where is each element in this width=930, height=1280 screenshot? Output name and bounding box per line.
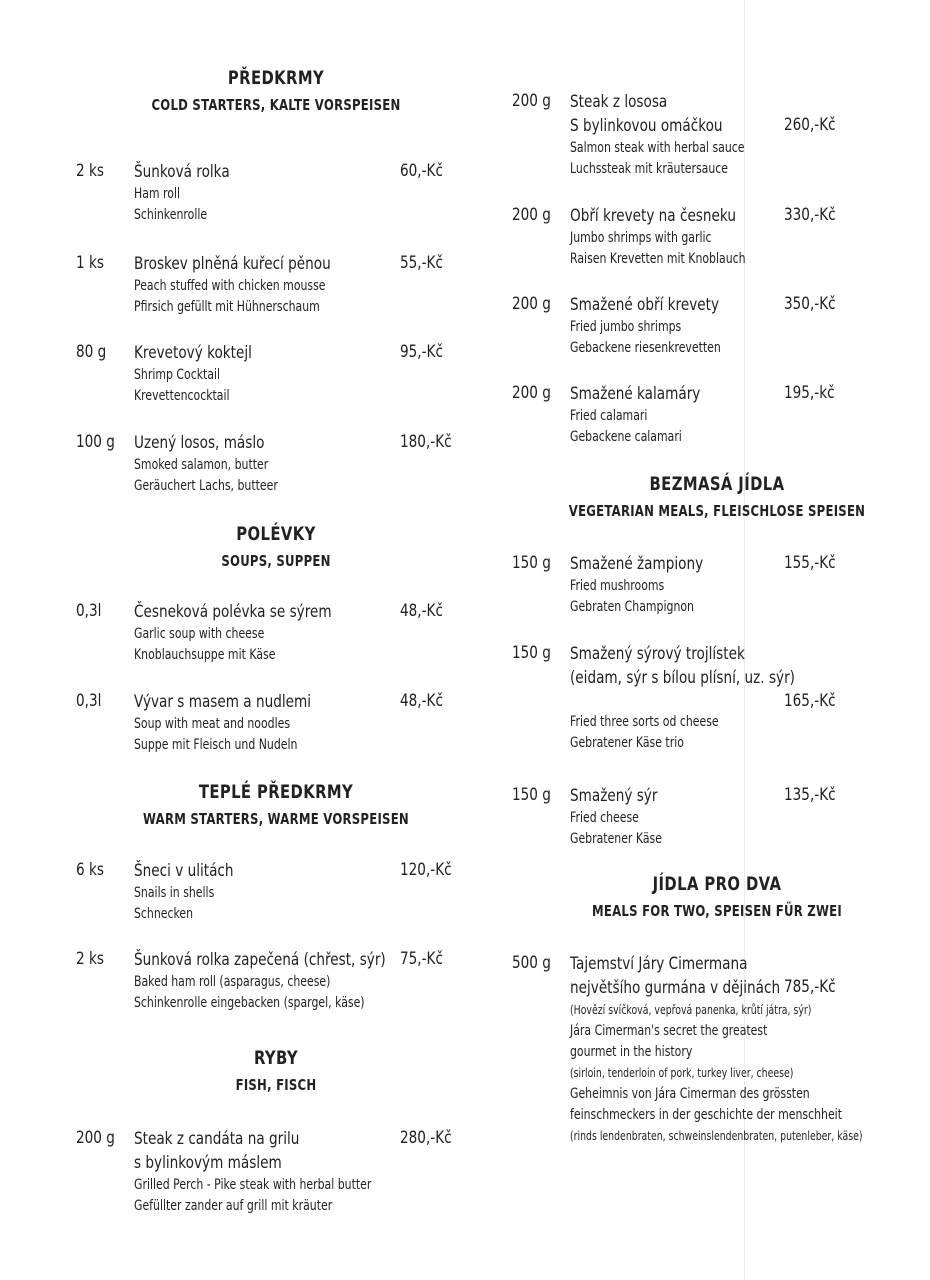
item-description: Krevettencocktail	[134, 388, 230, 404]
item-name: Česneková polévka se sýrem	[134, 602, 332, 622]
item-price: 60,-Kč	[400, 161, 443, 181]
item-name: Šunková rolka zapečená (chřest, sýr)	[134, 950, 386, 970]
item-body	[134, 431, 318, 497]
item-body	[570, 90, 794, 180]
item-description: (sirloin, tenderloin of pork, turkey liver, cheese)	[570, 1066, 794, 1080]
item-description: (Hovězí svíčková, vepřová panenka, krůtí játra, sýr)	[570, 1003, 812, 1017]
section-subtitle: MEALS FOR TWO, SPEISEN FÜR ZWEI	[592, 902, 842, 920]
item-body	[134, 341, 281, 407]
item-description: Geheimnis von Jára Cimerman des grössten	[570, 1086, 810, 1102]
item-name: S bylinkovou omáčkou	[570, 116, 723, 136]
item-quantity: 200 g	[512, 91, 551, 111]
item-quantity: 200 g	[512, 383, 551, 403]
item-quantity: 150 g	[512, 643, 551, 663]
item-body	[570, 952, 930, 1147]
item-price: 55,-Kč	[400, 253, 443, 273]
item-description: Fried cheese	[570, 810, 639, 826]
item-body	[570, 204, 795, 270]
item-body	[134, 1127, 438, 1217]
item-price: 120,-Kč	[400, 860, 452, 880]
item-quantity: 150 g	[512, 553, 551, 573]
item-quantity: 0,3l	[76, 601, 102, 621]
item-description: Gebackene riesenkrevetten	[570, 340, 721, 356]
section-subtitle: WARM STARTERS, WARME VORSPEISEN	[143, 810, 409, 828]
item-price: 135,-Kč	[784, 785, 836, 805]
item-name: Steak z candáta na grilu	[134, 1129, 300, 1149]
item-price: 785,-Kč	[784, 977, 836, 997]
item-name: Krevetový koktejl	[134, 343, 252, 363]
item-quantity: 2 ks	[76, 161, 104, 181]
item-price: 280,-Kč	[400, 1128, 452, 1148]
item-name: Steak z lososa	[570, 92, 668, 112]
item-price: 330,-Kč	[784, 205, 836, 225]
item-price: 195,-kč	[784, 383, 835, 403]
item-name: Vývar s masem a nudlemi	[134, 692, 311, 712]
item-quantity: 2 ks	[76, 949, 104, 969]
item-description: Soup with meat and noodles	[134, 716, 291, 732]
item-description: Gebraten Champignon	[570, 599, 694, 615]
section-title: TEPLÉ PŘEDKRMY	[198, 781, 354, 803]
item-description: Gebratener Käse	[570, 831, 662, 847]
item-description: Snails in shells	[134, 885, 215, 901]
item-quantity: 150 g	[512, 785, 551, 805]
section-subtitle: COLD STARTERS, KALTE VORSPEISEN	[151, 96, 401, 114]
item-price: 48,-Kč	[400, 601, 443, 621]
section-header	[512, 472, 922, 522]
item-body	[134, 859, 258, 925]
item-description: Suppe mit Fleisch und Nudeln	[134, 737, 298, 753]
item-description: Pfirsich gefüllt mit Hühnerschaum	[134, 299, 320, 315]
item-description: Jumbo shrimps with garlic	[570, 230, 712, 246]
item-price: 180,-Kč	[400, 432, 452, 452]
item-description: Schinkenrolle eingebacken (spargel, käse)	[134, 995, 365, 1011]
item-name: Smažený sýr	[570, 786, 658, 806]
section-header	[512, 872, 922, 922]
item-description: gourmet in the history	[570, 1044, 693, 1060]
section-title: RYBY	[253, 1047, 299, 1069]
item-price: 165,-Kč	[784, 691, 836, 711]
section-header	[76, 780, 476, 830]
item-name: největšího gurmána v dějinách	[570, 978, 781, 998]
item-description: Fried mushrooms	[570, 578, 665, 594]
section-subtitle: VEGETARIAN MEALS, FLEISCHLOSE SPEISEN	[568, 502, 866, 520]
section-header	[76, 66, 476, 116]
item-body	[570, 552, 736, 618]
item-quantity: 500 g	[512, 953, 551, 973]
item-price: 155,-Kč	[784, 553, 836, 573]
item-quantity: 6 ks	[76, 860, 104, 880]
item-quantity: 1 ks	[76, 253, 104, 273]
item-name: Šneci v ulitách	[134, 861, 234, 881]
item-description: Knoblauchsuppe mit Käse	[134, 647, 276, 663]
item-price: 95,-Kč	[400, 342, 443, 362]
item-quantity: 200 g	[512, 294, 551, 314]
section-title: POLÉVKY	[236, 523, 316, 545]
item-description: Luchssteak mit kräutersauce	[570, 161, 728, 177]
item-description: Jára Cimerman's secret the greatest	[570, 1023, 768, 1039]
item-name: Smažený sýrový trojlístek	[570, 644, 745, 664]
section-title: PŘEDKRMY	[227, 67, 325, 89]
item-description: Fried calamari	[570, 408, 648, 424]
item-body	[134, 600, 381, 666]
item-body	[134, 690, 355, 756]
item-description: Schnecken	[134, 906, 194, 922]
item-description: Geräuchert Lachs, butteer	[134, 478, 278, 494]
item-price: 48,-Kč	[400, 691, 443, 711]
item-description: Gefüllter zander auf grill mit kräuter	[134, 1198, 333, 1214]
item-description: Baked ham roll (asparagus, cheese)	[134, 974, 331, 990]
section-header	[76, 1046, 476, 1096]
item-name: Smažené obří krevety	[570, 295, 720, 315]
item-description: Smoked salamon, butter	[134, 457, 269, 473]
section-subtitle: SOUPS, SUPPEN	[221, 552, 331, 570]
item-description: Grilled Perch - Pike steak with herbal butter	[134, 1177, 372, 1193]
item-quantity: 200 g	[76, 1128, 115, 1148]
item-quantity: 200 g	[512, 205, 551, 225]
item-description: Gebackene calamari	[570, 429, 682, 445]
item-description: (rinds lendenbraten, schweinslendenbraten, putenleber, käse)	[570, 1129, 863, 1143]
item-price: 75,-Kč	[400, 949, 443, 969]
item-name: Broskev plněná kuřecí pěnou	[134, 254, 331, 274]
item-quantity: 100 g	[76, 432, 115, 452]
item-name: (eidam, sýr s bílou plísní, uz. sýr)	[570, 668, 795, 688]
item-name: Smažené kalamáry	[570, 384, 701, 404]
item-body	[570, 382, 733, 448]
item-quantity: 0,3l	[76, 691, 102, 711]
item-name: Uzený losos, máslo	[134, 433, 265, 453]
item-body	[134, 252, 380, 318]
section-subtitle: FISH, FISCH	[235, 1076, 317, 1094]
section-title: BEZMASÁ JÍDLA	[649, 473, 785, 495]
item-description: feinschmeckers in der geschichte der menschheit	[570, 1107, 842, 1123]
item-description: Shrimp Cocktail	[134, 367, 221, 383]
item-description: Ham roll	[134, 186, 181, 202]
section-header	[76, 522, 476, 572]
item-name: Šunková rolka	[134, 162, 230, 182]
item-price: 260,-Kč	[784, 115, 836, 135]
item-name: s bylinkovým máslem	[134, 1153, 282, 1173]
section-title: JÍDLA PRO DVA	[652, 873, 782, 895]
item-body	[570, 784, 688, 850]
item-description: Garlic soup with cheese	[134, 626, 265, 642]
item-description: Raisen Krevetten mit Knoblauch	[570, 251, 746, 267]
item-description: Fried three sorts od cheese	[570, 714, 719, 730]
item-description: Salmon steak with herbal sauce	[570, 140, 745, 156]
item-price: 350,-Kč	[784, 294, 836, 314]
item-description: Schinkenrolle	[134, 207, 208, 223]
item-name: Smažené žampiony	[570, 554, 704, 574]
item-description: Gebratener Käse trio	[570, 735, 684, 751]
item-body	[134, 160, 254, 226]
item-description: Peach stuffed with chicken mousse	[134, 278, 326, 294]
item-quantity: 80 g	[76, 342, 107, 362]
item-body	[570, 293, 763, 359]
item-description: Fried jumbo shrimps	[570, 319, 682, 335]
item-name: Tajemství Járy Cimermana	[570, 954, 748, 974]
item-name: Obří krevety na česneku	[570, 206, 736, 226]
